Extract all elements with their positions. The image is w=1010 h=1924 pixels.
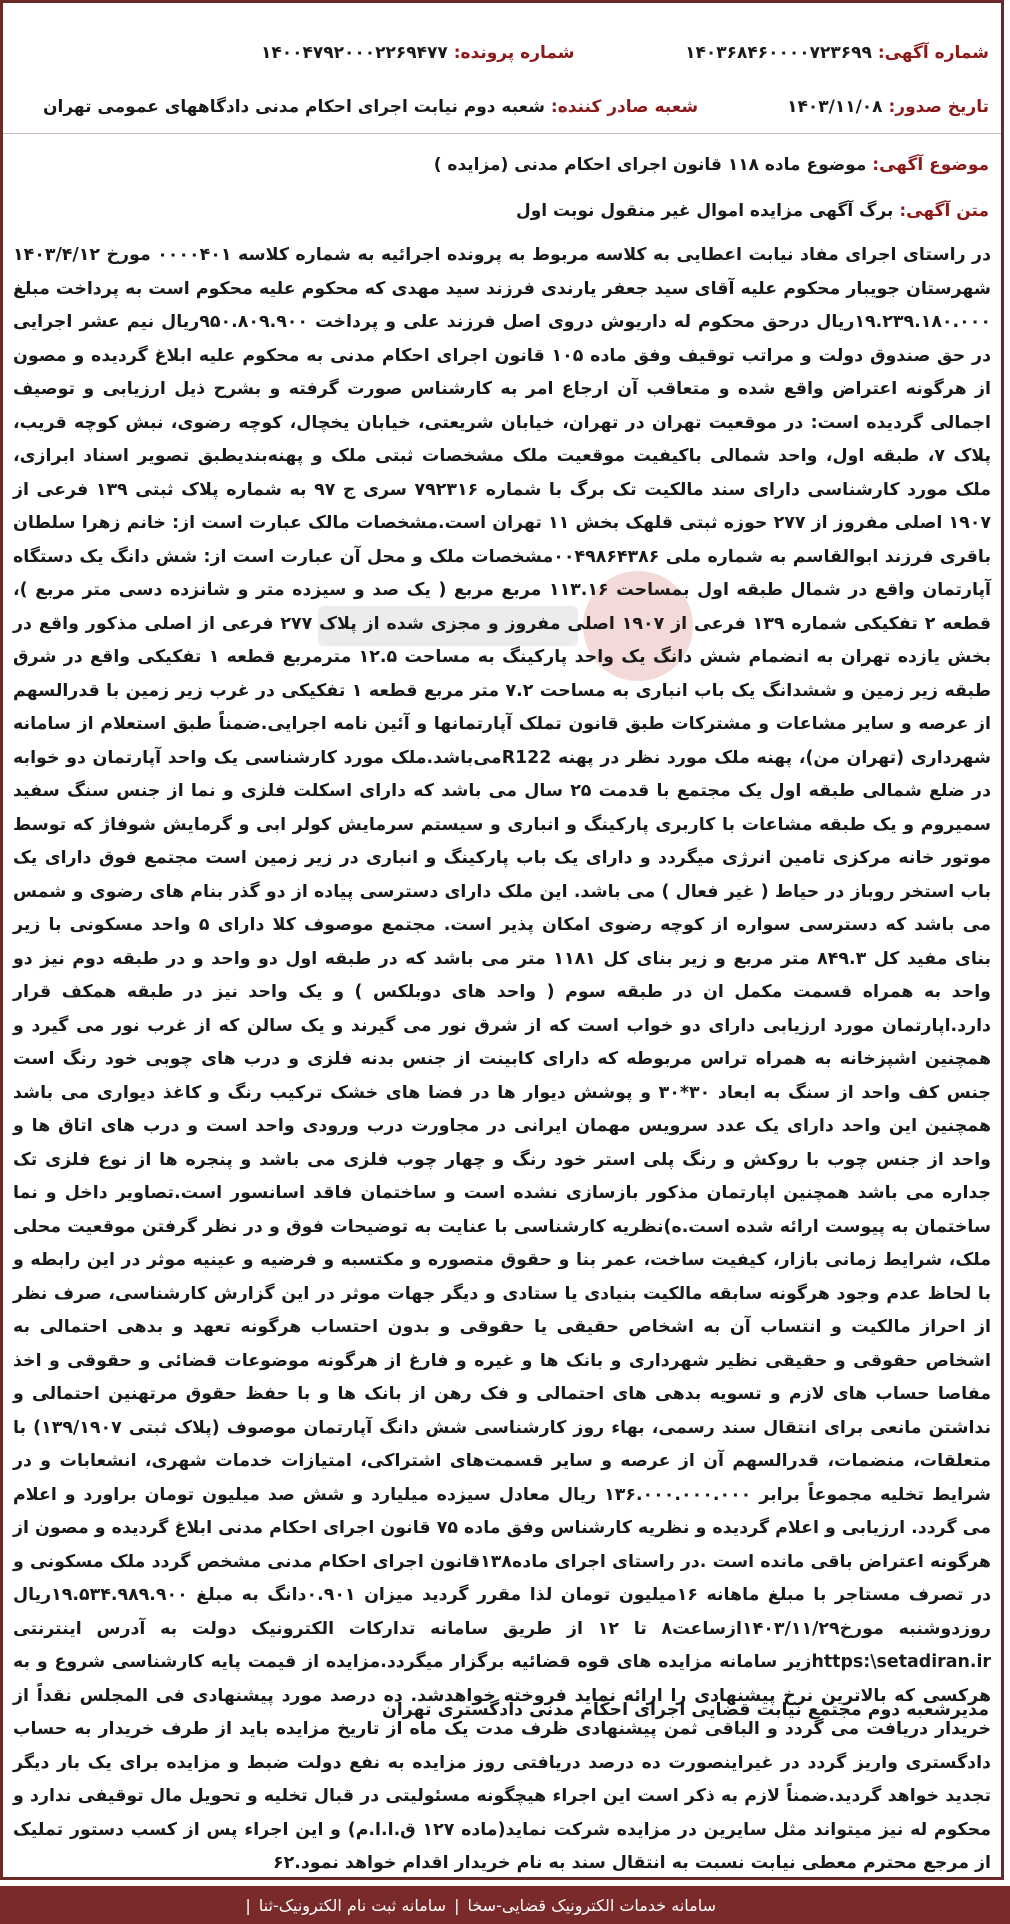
issuer-label: شعبه صادر کننده: xyxy=(550,97,699,117)
subject-label: موضوع آگهی: xyxy=(872,155,989,175)
notice-title xyxy=(516,201,989,221)
issue-date-label: تاریخ صدور: xyxy=(888,97,989,117)
subject-value: موضوع ماده ۱۱۸ قانون اجرای احکام مدنی (مزایده ) xyxy=(433,155,867,175)
case-number-label: شماره پرونده: xyxy=(453,43,575,63)
ad-number-label: شماره آگهی: xyxy=(877,43,989,63)
notice-subject xyxy=(434,155,989,175)
footer-separator: | xyxy=(454,1895,460,1915)
case-number-value: ۱۴۰۰۴۷۹۲۰۰۰۲۲۶۹۴۷۷ xyxy=(261,43,448,63)
issue-date xyxy=(787,97,989,117)
footer-bar xyxy=(0,1886,1010,1924)
issuer-value: شعبه دوم نیابت اجرای احکام مدنی دادگاههای عمومی تهران xyxy=(43,97,545,117)
title-value: برگ آگهی مزایده اموال غیر منقول نوبت اول xyxy=(515,201,894,221)
title-label: متن آگهی: xyxy=(899,201,989,221)
ad-number xyxy=(685,43,989,63)
body-paragraph: در راستای اجرای مفاد نیابت اعطایی به کلاسه مربوط به پرونده اجرائیه به شماره کلاسه ۰۰۰۰۴۰۱ مورخ ۱۴۰۳/۴/۱۲ شهرستان جویبار محکوم علیه آقای سید جعفر یارندی فرزند سید مهدی که محکوم علیه محکوم است به پرداخت مبلغ ۱۹.۲۳۹.۱۸۰.۰۰۰ریال درحق محکوم له داریوش دروی اصل فرزند علی و پرداخت ۹۵۰.۸۰۹.۹۰۰ریال نیم عشر اجرایی در حق صندوق دولت و مراتب توقیف وفق ماده ۱۰۵ قانون اجرای احکام مدنی به محکوم علیه ابلاغ گردیده و مصون از هرگونه اعتراض واقع شده و متعاقب آن ارجاع امر به کارشناس صورت گرفته و بشرح ذیل ارزیابی و توصیف اجمالی گردیده است: در موقعیت تهران در تهران، خیابان شریعتی، خیابان یخچال، کوچه رضوی، نبش کوچه قریب، پلاک ۷، طبقه اول، واحد شمالی باکیفیت موقعیت ملک مشخصات ثبتی ملک و پهنه‌بندیطبق تصویر اسناد ابرازی، ملک مورد کارشناسی دارای سند مالکیت تک برگ با شماره ۷۹۲۳۱۶ سری ج ۹۷ به شماره پلاک ثبتی ۱۳۹ فرعی از ۱۹۰۷ اصلی مفروز از ۲۷۷ حوزه ثبتی قلهک بخش ۱۱ تهران است.مشخصات مالک عبارت است از: خانم زهرا سلطان باقری فرزند ابوالقاسم به شماره ملی ۰۰۴۹۸۶۴۳۸۶مشخصات ملک و محل آن عبارت است از: شش دانگ یک دستگاه آپارتمان واقع در شمال طبقه اول بمساحت ۱۱۳.۱۶ مربع مربع ( یک صد و سیزده متر و شانزده دسی متر مربع )، قطعه ۲ تفکیکی شماره ۱۳۹ فرعی از ۱۹۰۷ اصلی مفروز و مجزی شده از پلاک ۲۷۷ فرعی از اصلی مذکور واقع در بخش یازده تهران به انضمام شش دانگ یک واحد پارکینگ به مساحت ۱۲.۵ مترمربع قطعه ۱ تفکیکی واقع در شرق طبقه زیر زمین و ششدانگ یک باب انباری به مساحت ۷.۲ متر مربع قطعه ۱ تفکیکی در غرب زیر زمین با قدرالسهم از عرصه و سایر مشاعات و مشترکات طبق قانون تملک آپارتمانها و آئین نامه اجرایی.ضمناً طبق استعلام از سامانه شهرداری (تهران من)، پهنه ملک مورد نظر در پهنه R122می‌باشد.ملک مورد کارشناسی یک واحد آپارتمان دو خوابه در ضلع شمالی طبقه اول یک مجتمع با قدمت ۲۵ سال می باشد که دارای اسکلت فلزی و نما از جنس سنگ سفید سمیروم و یک طبقه مشاعات با کاربری پارکینگ و انباری و سیستم سرمایش کولر ابی و گرمایش شوفاژ که توسط موتور خانه مرکزی تامین انرژی میگردد و دارای یک باب پارکینگ و انباری در زیر زمین است مجتمع فوق دارای یک باب استخر روباز در حیاط ( غیر فعال ) می باشد. این ملک دارای دسترسی پیاده از دو گذر بنام های رضوی و شمس می باشد که دسترسی سواره از کوچه رضوی امکان پذیر است. مجتمع موصوف کلا دارای ۵ واحد مسکونی با زیر بنای مفید کل ۸۴۹.۳ متر مربع و زیر بنای کل ۱۱۸۱ متر می باشد که در طبقه اول دو واحد و در طبقه دوم نیز دو واحد به همراه قسمت مکمل ان در طبقه سوم ( واحد های دوبلکس ) و یک واحد نیز در طبقه همکف قرار دارد.اپارتمان مورد ارزیابی دارای دو خواب است که از شرق نور می گیرند و یک سالن که از غرب نور می گیرد و همچنین اشپزخانه به همراه تراس مربوطه که دارای کابینت از جنس بدنه فلزی و درب های چوبی خود رنگ است جنس کف واحد از سنگ به ابعاد ۳۰*۳۰ و پوشش دیوار ها در فضا های خشک ترکیب رنگ و کاغذ دیواری می باشد همچنین این واحد دارای یک عدد سرویس مهمان ایرانی در مجاورت درب ورودی واحد است و درب های اتاق ها و واحد از جنس چوب با روکش و رنگ پلی استر خود رنگ و چهار چوب فلزی می باشد و پنجره ها از نوع فلزی تک جداره می باشد همچنین اپارتمان مذکور بازسازی نشده است و ساختمان فاقد اسانسور است.تصاویر داخل و نما ساختمان به پیوست ارائه شده است.ه)نظریه کارشناسی با عنایت به توضیحات فوق و در نظر گرفتن موقعیت محلی ملک، شرایط زمانی بازار، کیفیت ساخت، عمر بنا و حقوق متصوره و مکتسبه و فرضیه و عینیه موثر در این رابطه و با لحاظ عدم وجود هرگونه سابقه مالکیت بنیادی یا ستادی و دیگر جهات موثر در این گزارش کارشناسی، صرف نظر از احراز مالکیت و انتساب آن به اشخاص حقیقی یا حقوقی و بدون احتساب هرگونه تعهد و بدهی احتمالی به اشخاص حقوقی و حقیقی نظیر شهرداری و بانک ها و غیره و فارغ از هرگونه موضوعات قضائی و حقوقی و اخذ مفاصا حساب های لازم و تسویه بدهی های احتمالی و فک رهن از بانک ها و با حفظ حقوق مرتهنین احتمالی و نداشتن مانعی برای انتقال سند رسمی، بهاء روز کارشناسی شش دانگ آپارتمان موصوف (پلاک ثبتی ۱۳۹/۱۹۰۷) با متعلقات، منضمات، قدرالسهم آن از عرصه و سایر قسمت‌های اشتراکی، امتیازات خدمات شهری، انشعابات و در شرایط تخلیه مجموعاً برابر ۱۳۶.۰۰۰.۰۰۰.۰۰۰ ریال معادل سیزده میلیارد و شش صد میلیون تومان براورد و اعلام می گردد. ارزیابی و اعلام گردیده و نظریه کارشناس وفق ماده ۷۵ قانون اجرای احکام مدنی ابلاغ گردیده و مصون از هرگونه اعتراض باقی مانده است .در راستای اجرای ماده۱۳۸قانون اجرای احکام مدنی مشخص گردد ملک مسکونی و در تصرف مستاجر با مبلغ ماهانه ۱۶میلیون تومان لذا مقرر گردید میزان ۰.۹۰۱دانگ به مبلغ ۱۹.۵۳۴.۹۸۹.۹۰۰ریال روزدوشنبه مورخ۱۴۰۳/۱۱/۲۹ازساعت۸ تا ۱۲ از طریق سامانه تدارکات الکترونیک دولت به آدرس اینترنتی https:\setadiran.irزیر سامانه مزایده های قوه قضائیه برگزار میگردد.مزایده از قیمت پایه کارشناسی شروع و به هرکسی که بالاترین نرخ پیشنهادی را ارائه نماید فروخته خواهدشد. ده درصد مورد پیشنهادی فی المجلس نقداً از خریدار دریافت می گردد و الباقی ثمن پیشنهادی ظرف مدت یک ماه از تاریخ مزایده باید از طرف خریدار به حساب دادگستری واریز گردد در غیراینصورت ده درصد دریافتی روز مزایده به نفع دولت ضبط و مزایده برای یک بار دیگر تجدید خواهد گردید.ضمناً لازم به ذکر است این اجراء هیچگونه مسئولیتی در قبال تخلیه و تحویل مال توقیفی ندارد و محکوم له نیز میتواند مثل سایرین در مزایده شرکت نماید(ماده ۱۲۷ ق.ا.ا.م) و این اجراء پس از کسب دستور تملیک از مرجع محترم معطی نیابت نسبت به انتقال سند به نام خریدار اقدام خواهد نمود.۶۲ xyxy=(13,245,992,1873)
case-number xyxy=(261,43,575,63)
footer-link-sakha[interactable]: سامانه خدمات الکترونیک قضایی-سخا xyxy=(467,1895,716,1915)
issuer xyxy=(43,97,698,117)
signature: مدیرشعبه دوم مجتمع نیابت قضایی اجرای احکام مدنی دادگستری تهران xyxy=(381,1700,989,1720)
header-divider xyxy=(3,133,1001,134)
ad-number-value: ۱۴۰۳۶۸۴۶۰۰۰۰۷۲۳۶۹۹ xyxy=(685,43,872,63)
notice-header xyxy=(3,3,1001,131)
issue-date-value: ۱۴۰۳/۱۱/۰۸ xyxy=(787,97,883,117)
notice-body xyxy=(13,239,991,1881)
footer-separator-trailing: | xyxy=(245,1895,251,1915)
footer-link-sana[interactable]: سامانه ثبت نام الکترونیک-ثنا xyxy=(258,1895,447,1915)
